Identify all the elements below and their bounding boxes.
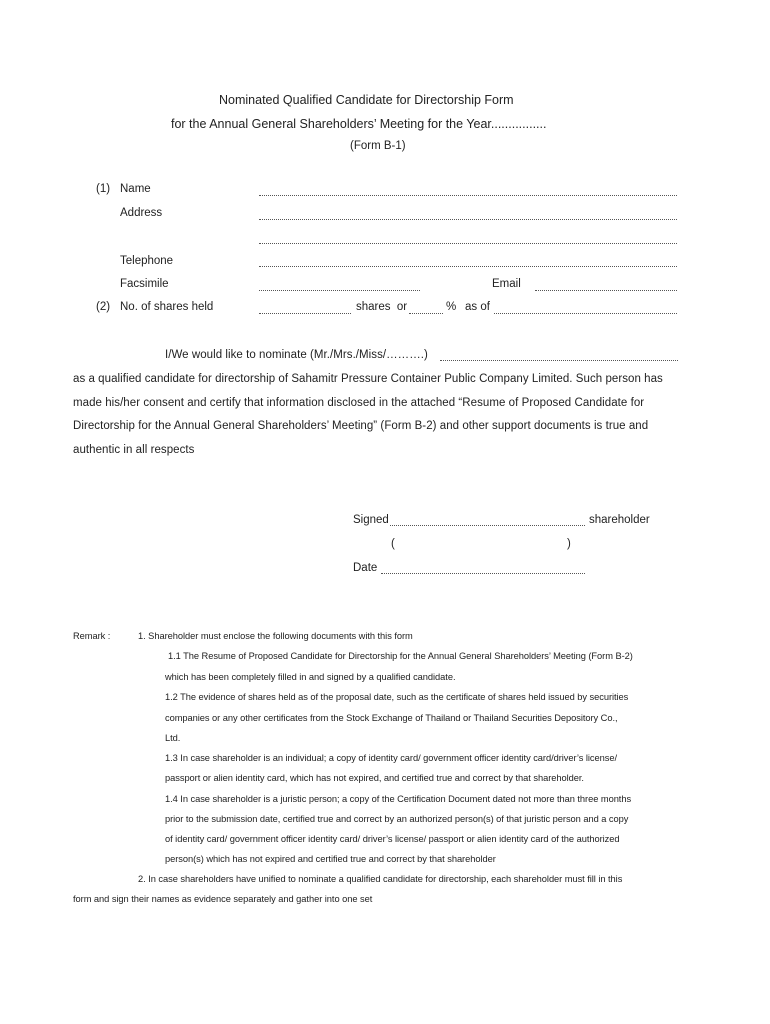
shares-unit-label: shares or — [356, 301, 408, 313]
shares-held-field[interactable] — [259, 313, 351, 314]
section-2-number: (2) — [96, 301, 111, 313]
remark-item-1-2-line-1: 1.2 The evidence of shares held as of the proposal date, such as the certificate of shares held issued by securities — [165, 692, 629, 702]
remark-item-1-4-line-3: of identity card/ government officer identity card/ driver’s license/ passport or alien identity card of the authorized — [165, 834, 620, 844]
date-label: Date — [353, 562, 378, 574]
percent-sign: % — [446, 301, 457, 313]
remark-item-1-1-line-1: 1.1 The Resume of Proposed Candidate for Directorship for the Annual General Shareholders’ Meeting (Form B-2) — [168, 651, 633, 661]
telephone-field[interactable] — [259, 266, 677, 267]
remark-item-1-2-line-2: companies or any other certificates from the Stock Exchange of Thailand or Thailand Securities Depository Co., — [165, 713, 618, 723]
percent-field[interactable] — [409, 313, 443, 314]
remark-item-1-4-line-4: person(s) which has not expired and certified true and correct by that shareholder — [165, 854, 496, 864]
facsimile-field[interactable] — [259, 290, 420, 291]
remark-item-1-4-line-1: 1.4 In case shareholder is a juristic person; a copy of the Certification Document dated not more than three months — [165, 794, 632, 804]
date-field[interactable] — [381, 573, 585, 574]
as-of-date-field[interactable] — [494, 313, 677, 314]
facsimile-label: Facsimile — [120, 278, 169, 290]
nominate-line: I/We would like to nominate (Mr./Mrs./Miss/……….) — [165, 349, 428, 361]
body-line-5: authentic in all respects — [73, 444, 195, 456]
signed-label: Signed — [353, 514, 389, 526]
remark-item-1-1-line-2: which has been completely filled in and signed by a qualified candidate. — [165, 672, 456, 682]
remark-item-1: 1. Shareholder must enclose the following documents with this form — [138, 631, 413, 641]
printed-name-close-paren: ) — [567, 538, 571, 550]
remark-item-1-3-line-1: 1.3 In case shareholder is an individual; a copy of identity card/ government officer identity card/driver’s license/ — [165, 753, 618, 763]
body-line-3: made his/her consent and certify that information disclosed in the attached “Resume of Proposed Candidate for — [73, 397, 645, 409]
remark-item-1-4-line-2: prior to the submission date, certified true and correct by an authorized person(s) of that juristic person and a copy — [165, 814, 629, 824]
remark-item-2-line-2: form and sign their names as evidence separately and gather into one set — [73, 894, 373, 904]
form-title: Nominated Qualified Candidate for Directorship Form — [219, 93, 514, 107]
telephone-label: Telephone — [120, 255, 174, 267]
nominee-name-field[interactable] — [440, 360, 678, 361]
as-of-label: as of — [465, 301, 490, 313]
shares-held-label: No. of shares held — [120, 301, 214, 313]
shareholder-label: shareholder — [589, 514, 650, 526]
printed-name-open-paren: ( — [391, 538, 395, 550]
email-label: Email — [492, 278, 521, 290]
name-field[interactable] — [259, 195, 677, 196]
form-code: (Form B-1) — [350, 140, 406, 152]
signature-field[interactable] — [390, 525, 585, 526]
remark-label: Remark : — [73, 631, 111, 641]
section-1-number: (1) — [96, 183, 111, 195]
address-field-line-2[interactable] — [259, 243, 677, 244]
remark-item-1-3-line-2: passport or alien identity card, which has not expired, and certified true and correct by that shareholder. — [165, 773, 584, 783]
body-line-4: Directorship for the Annual General Shareholders’ Meeting” (Form B-2) and other support documents is true and — [73, 420, 649, 432]
remark-item-2-line-1: 2. In case shareholders have unified to nominate a qualified candidate for directorship, each shareholder must fill in this — [138, 874, 623, 884]
address-label: Address — [120, 207, 163, 219]
body-line-2: as a qualified candidate for directorship of Sahamitr Pressure Container Public Company Limited. Such person has — [73, 373, 663, 385]
name-label: Name — [120, 183, 151, 195]
email-field[interactable] — [535, 290, 677, 291]
form-subtitle: for the Annual General Shareholders’ Meeting for the Year................ — [171, 117, 547, 131]
address-field-line-1[interactable] — [259, 219, 677, 220]
remark-item-1-2-line-3: Ltd. — [165, 733, 181, 743]
